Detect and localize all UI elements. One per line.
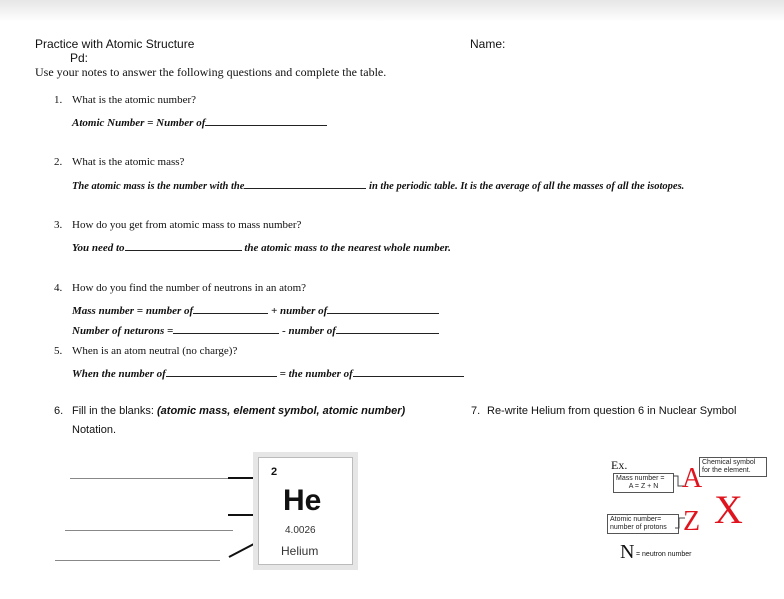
neutron-letter: N bbox=[620, 541, 635, 563]
q4-line1 bbox=[72, 303, 439, 317]
q7-question: Re-write Helium from question 6 in Nuclear Symbol bbox=[487, 405, 737, 417]
q1-blank[interactable] bbox=[205, 115, 327, 126]
neutron-description: = neutron number bbox=[636, 551, 692, 558]
q2-answer-start: The atomic mass is the number with the bbox=[72, 181, 245, 192]
q2-blank[interactable] bbox=[244, 178, 366, 189]
q6-question-start: Fill in the blanks: bbox=[72, 405, 154, 417]
q3-answer-start: You need to bbox=[72, 242, 125, 254]
atomic-number-box bbox=[607, 514, 679, 534]
q6-blank-element-symbol[interactable] bbox=[65, 530, 233, 531]
notation-symbol-letter: X bbox=[714, 487, 743, 532]
q5-question: When is an atom neutral (no charge)? bbox=[72, 345, 238, 357]
q3-answer-end: the atomic mass to the nearest whole number. bbox=[244, 242, 451, 254]
q5-blank-1[interactable] bbox=[166, 366, 277, 377]
q5-answer-start: When the number of bbox=[72, 368, 166, 380]
tile-symbol: He bbox=[283, 484, 322, 517]
page-top-shadow bbox=[0, 0, 784, 22]
mass-number-box-line2: A = Z + N bbox=[628, 483, 659, 490]
q4-blank-4[interactable] bbox=[336, 323, 439, 334]
q4-blank-3[interactable] bbox=[173, 323, 279, 334]
instructions: Use your notes to answer the following questions and complete the table. bbox=[35, 65, 387, 79]
q3-question: How do you get from atomic mass to mass number? bbox=[72, 219, 302, 231]
q4-blank-2[interactable] bbox=[327, 303, 439, 314]
q7-number: 7. bbox=[471, 405, 481, 417]
q3-answer bbox=[72, 240, 451, 254]
q7-question-cont: Notation. bbox=[72, 424, 117, 436]
q5-blank-2[interactable] bbox=[353, 366, 464, 377]
q1-question: What is the atomic number? bbox=[72, 94, 197, 106]
q2-answer bbox=[72, 178, 684, 192]
q1-answer-text: Atomic Number = Number of bbox=[72, 117, 206, 129]
q4-line1-start: Mass number = number of bbox=[72, 305, 194, 317]
helium-element-tile bbox=[253, 452, 358, 570]
mass-number-box-line1: Mass number = bbox=[616, 475, 665, 482]
period-label: Pd: bbox=[70, 51, 89, 65]
worksheet-title: Practice with Atomic Structure bbox=[35, 37, 195, 51]
q4-line2-mid: - number of bbox=[282, 325, 336, 337]
notation-atomic-letter: Z bbox=[683, 506, 701, 537]
example-label: Ex. bbox=[611, 458, 628, 472]
symbol-box-line1: Chemical symbol bbox=[702, 459, 756, 466]
q6-blank-atomic-number[interactable] bbox=[70, 478, 238, 479]
tile-element-name: Helium bbox=[281, 544, 319, 558]
q2-question: What is the atomic mass? bbox=[72, 156, 185, 168]
q6-blank-atomic-mass[interactable] bbox=[55, 560, 220, 561]
q4-line1-mid: + number of bbox=[270, 305, 328, 317]
q5-number: 5. bbox=[54, 345, 63, 357]
q4-line2 bbox=[72, 323, 439, 337]
tile-atomic-mass: 4.0026 bbox=[285, 525, 316, 536]
q1-number: 1. bbox=[54, 94, 63, 106]
atomic-number-box-line2: number of protons bbox=[610, 524, 667, 531]
notation-mass-letter: A bbox=[682, 463, 703, 494]
q6-question-hint: (atomic mass, element symbol, atomic number) bbox=[157, 405, 406, 417]
q6-number: 6. bbox=[54, 405, 64, 417]
q4-blank-1[interactable] bbox=[193, 303, 268, 314]
atomic-number-box-line1: Atomic number= bbox=[610, 516, 662, 523]
q4-question: How do you find the number of neutrons in an atom? bbox=[72, 282, 307, 294]
tile-atomic-number: 2 bbox=[271, 466, 278, 478]
q4-line2-start: Number of neturons = bbox=[72, 325, 174, 337]
q3-number: 3. bbox=[54, 219, 63, 231]
atomic-number-bracket bbox=[674, 516, 686, 530]
q6-question bbox=[72, 405, 405, 417]
name-label: Name: bbox=[470, 37, 506, 51]
mass-number-box bbox=[613, 473, 674, 493]
q1-answer bbox=[72, 115, 327, 129]
chemical-symbol-box bbox=[699, 457, 767, 477]
q2-answer-end: in the periodic table. It is the average of all the masses of all the isotopes. bbox=[369, 181, 685, 192]
q5-answer-mid: = the number of bbox=[279, 368, 353, 380]
q5-answer bbox=[72, 366, 464, 380]
helium-tile-face bbox=[258, 457, 353, 565]
symbol-box-line2: for the element. bbox=[702, 467, 751, 474]
q3-blank[interactable] bbox=[125, 240, 242, 251]
q4-number: 4. bbox=[54, 282, 63, 294]
q2-number: 2. bbox=[54, 156, 63, 168]
